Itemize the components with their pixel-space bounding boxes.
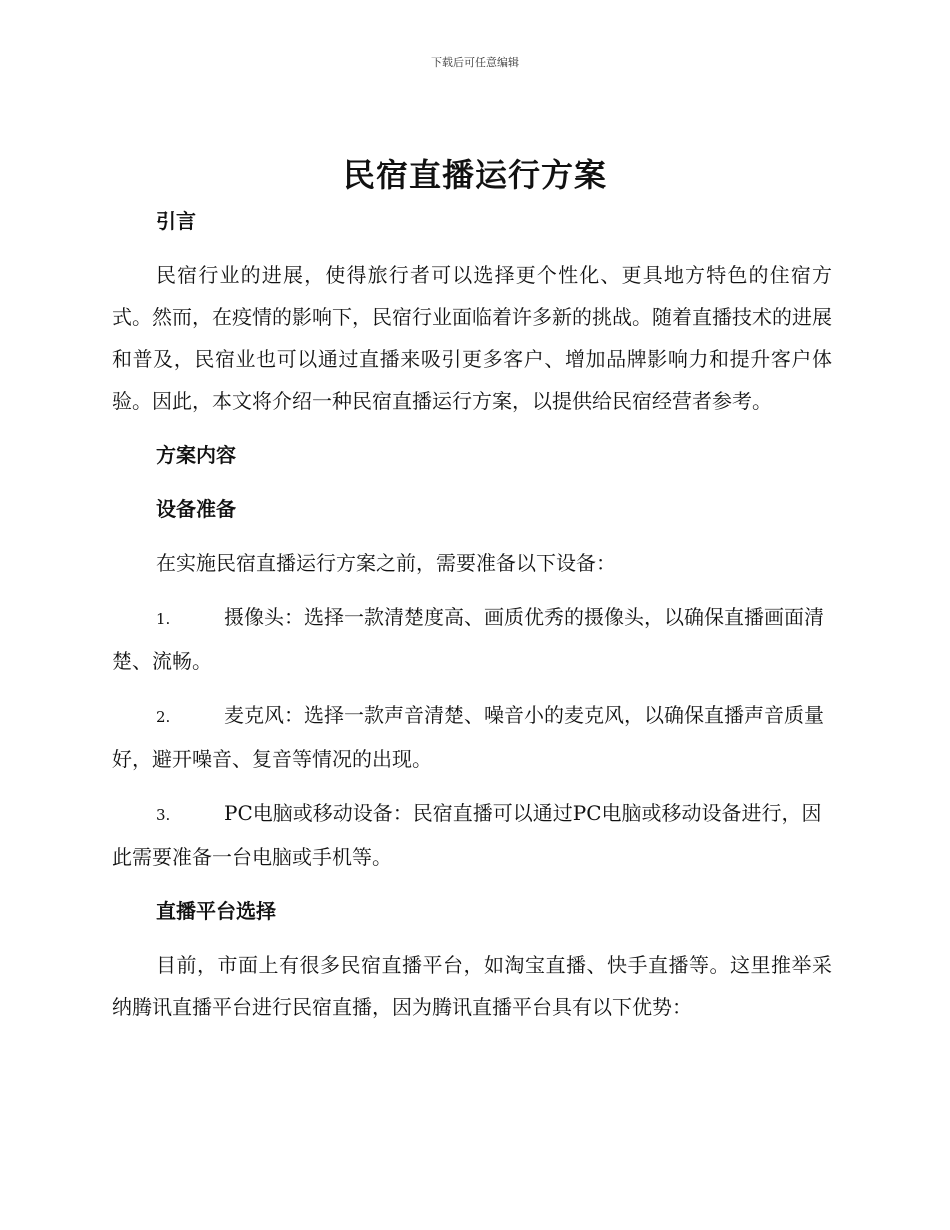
content-heading: 方案内容: [156, 443, 236, 467]
platform-paragraph: 目前，市面上有很多民宿直播平台，如淘宝直播、快手直播等。这里推举采纳腾讯直播平台进行民宿直播，因为腾讯直播平台具有以下优势：: [112, 953, 832, 1019]
list-item-text: 麦克风：选择一款声音清楚、噪音小的麦克风，以确保直播声音质量好，避开噪音、复音等情况的出现。: [112, 703, 824, 771]
list-item-text: PC电脑或移动设备：民宿直播可以通过PC电脑或移动设备进行，因此需要准备一台电脑或手机等。: [112, 801, 822, 869]
document-body: [112, 200, 832, 1040]
list-number: 1.: [156, 610, 171, 628]
equipment-list-item-microphone: [112, 694, 832, 780]
list-number: 3.: [156, 806, 171, 824]
equipment-list-item-device: [112, 792, 832, 878]
list-item-text: 摄像头：选择一款清楚度高、画质优秀的摄像头，以确保直播画面清楚、流畅。: [112, 605, 824, 673]
list-number: 2.: [156, 708, 171, 726]
equipment-heading: 设备准备: [156, 497, 236, 521]
page-header-note: 下载后可任意编辑: [431, 56, 519, 69]
platform-heading: 直播平台选择: [156, 899, 276, 923]
equipment-intro-paragraph: 在实施民宿直播运行方案之前，需要准备以下设备：: [156, 551, 616, 575]
document-title: 民宿直播运行方案: [342, 156, 607, 194]
equipment-list-item-camera: [112, 596, 832, 682]
intro-paragraph: 民宿行业的进展，使得旅行者可以选择更个性化、更具地方特色的住宿方式。然而，在疫情的影响下，民宿行业面临着许多新的挑战。随着直播技术的进展和普及，民宿业也可以通过直播来吸引更多客户、增加品牌影响力和提升客户体验。因此，本文将介绍一种民宿直播运行方案，以提供给民宿经营者参考。: [112, 263, 832, 413]
intro-heading: 引言: [156, 209, 196, 233]
